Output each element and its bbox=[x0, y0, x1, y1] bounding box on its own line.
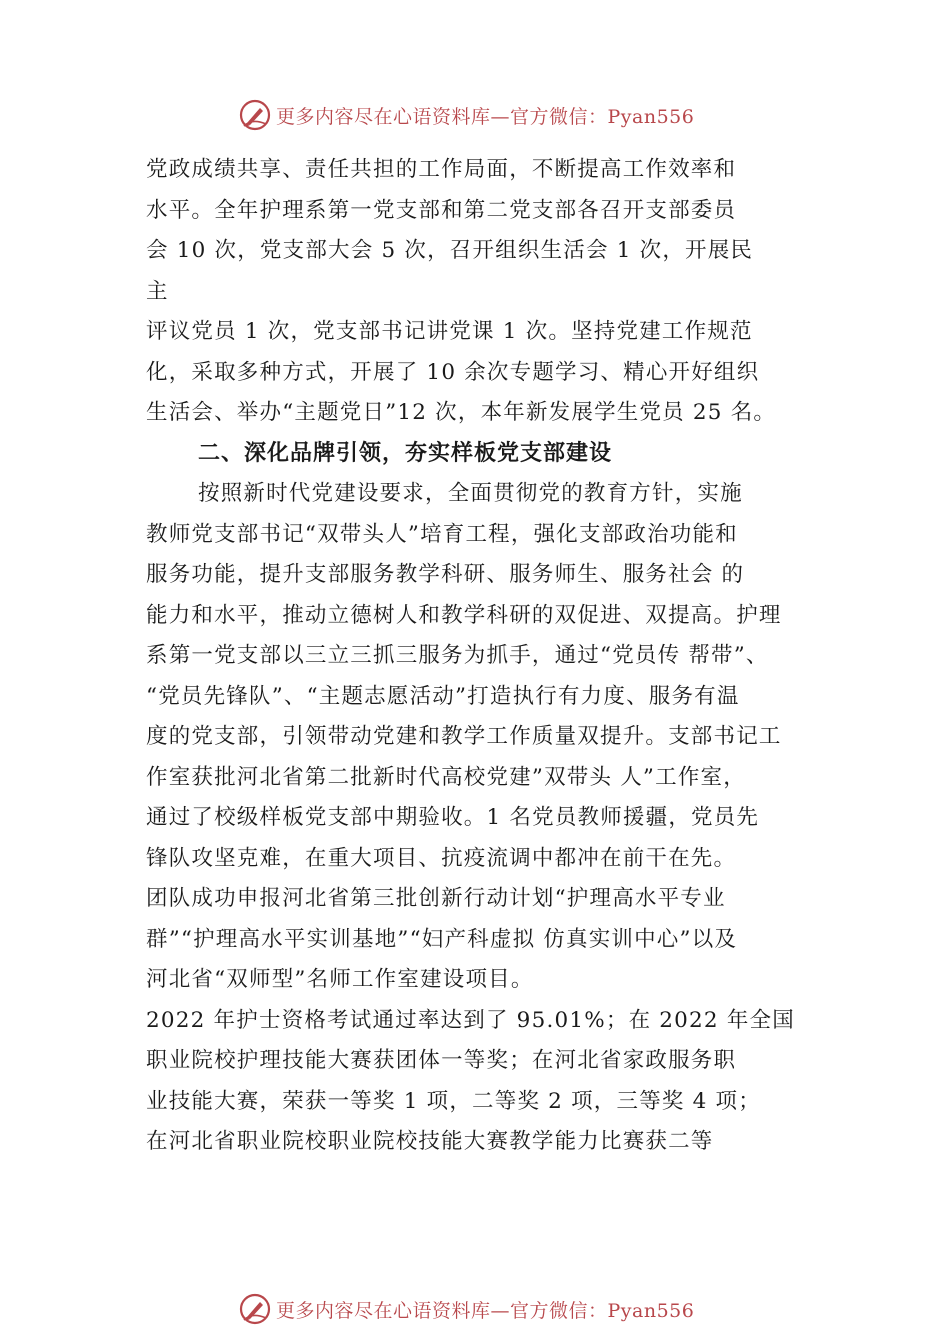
text-line: 团队成功申报河北省第三批创新行动计划“护理高水平专业 bbox=[146, 886, 726, 911]
text-line: 业技能大赛，荣获一等奖 1 项，二等奖 2 项，三等奖 4 项； bbox=[146, 1088, 761, 1114]
text-line: 按照新时代党建设要求，全面贯彻党的教育方针，实施 bbox=[198, 481, 743, 506]
text-line: 在河北省职业院校职业院校技能大赛教学能力比赛获二等 bbox=[146, 1129, 714, 1154]
pen-logo-icon bbox=[238, 1292, 272, 1326]
section-heading: 二、深化品牌引领，夯实样板党支部建设 bbox=[198, 440, 613, 466]
text-line: 化，采取多种方式，开展了 10 余次专题学习、精心开好组织 bbox=[146, 359, 760, 385]
text-line: 锋队攻坚克难，在重大项目、抗疫流调中都冲在前干在先。 bbox=[146, 845, 737, 871]
text-line: 生活会、举办“主题党日”12 次，本年新发展学生党员 25 名。 bbox=[146, 400, 777, 425]
text-line: 会 10 次，党支部大会 5 次，召开组织生活会 1 次，开展民 bbox=[146, 238, 754, 263]
banner-text: 更多内容尽在心语资料库—官方微信：Pyan556 bbox=[276, 1299, 695, 1322]
header-banner bbox=[238, 98, 694, 132]
text-line: 主 bbox=[146, 278, 169, 304]
text-line: 度的党支部，引领带动党建和教学工作质量双提升。支部书记工 bbox=[146, 724, 782, 749]
text-line: 服务功能，提升支部服务教学科研、服务师生、服务社会 的 bbox=[146, 562, 745, 587]
text-line: 评议党员 1 次，党支部书记讲党课 1 次。坚持党建工作规范 bbox=[146, 319, 753, 344]
text-line: 水平。全年护理系第一党支部和第二党支部各召开支部委员 bbox=[146, 197, 737, 223]
document-body bbox=[146, 150, 836, 1163]
footer-banner bbox=[238, 1292, 694, 1326]
text-line: 党政成绩共享、责任共担的工作局面，不断提高工作效率和 bbox=[146, 157, 737, 182]
text-line: 群”“护理高水平实训基地”“妇产科虚拟 仿真实训中心”以及 bbox=[146, 926, 738, 952]
text-line: 2022 年护士资格考试通过率达到了 95.01%；在 2022 年全国 bbox=[146, 1007, 795, 1033]
text-line: 教师党支部书记“双带头人”培育工程，强化支部政治功能和 bbox=[146, 521, 738, 547]
text-line: 河北省“双师型”名师工作室建设项目。 bbox=[146, 967, 534, 992]
text-line: 系第一党支部以三立三抓三服务为抓手，通过“党员传 帮带”、 bbox=[146, 643, 769, 668]
banner-text: 更多内容尽在心语资料库—官方微信：Pyan556 bbox=[276, 105, 695, 128]
text-line: 能力和水平，推动立德树人和教学科研的双促进、双提高。护理 bbox=[146, 602, 782, 628]
text-line: 通过了校级样板党支部中期验收。1 名党员教师援疆，党员先 bbox=[146, 805, 760, 830]
text-line: 作室获批河北省第二批新时代高校党建”双带头 人”工作室， bbox=[146, 764, 746, 790]
pen-logo-icon bbox=[238, 98, 272, 132]
text-line: 职业院校护理技能大赛获团体一等奖；在河北省家政服务职 bbox=[146, 1048, 737, 1073]
text-line: “党员先锋队”、“主题志愿活动”打造执行有力度、服务有温 bbox=[146, 683, 740, 709]
